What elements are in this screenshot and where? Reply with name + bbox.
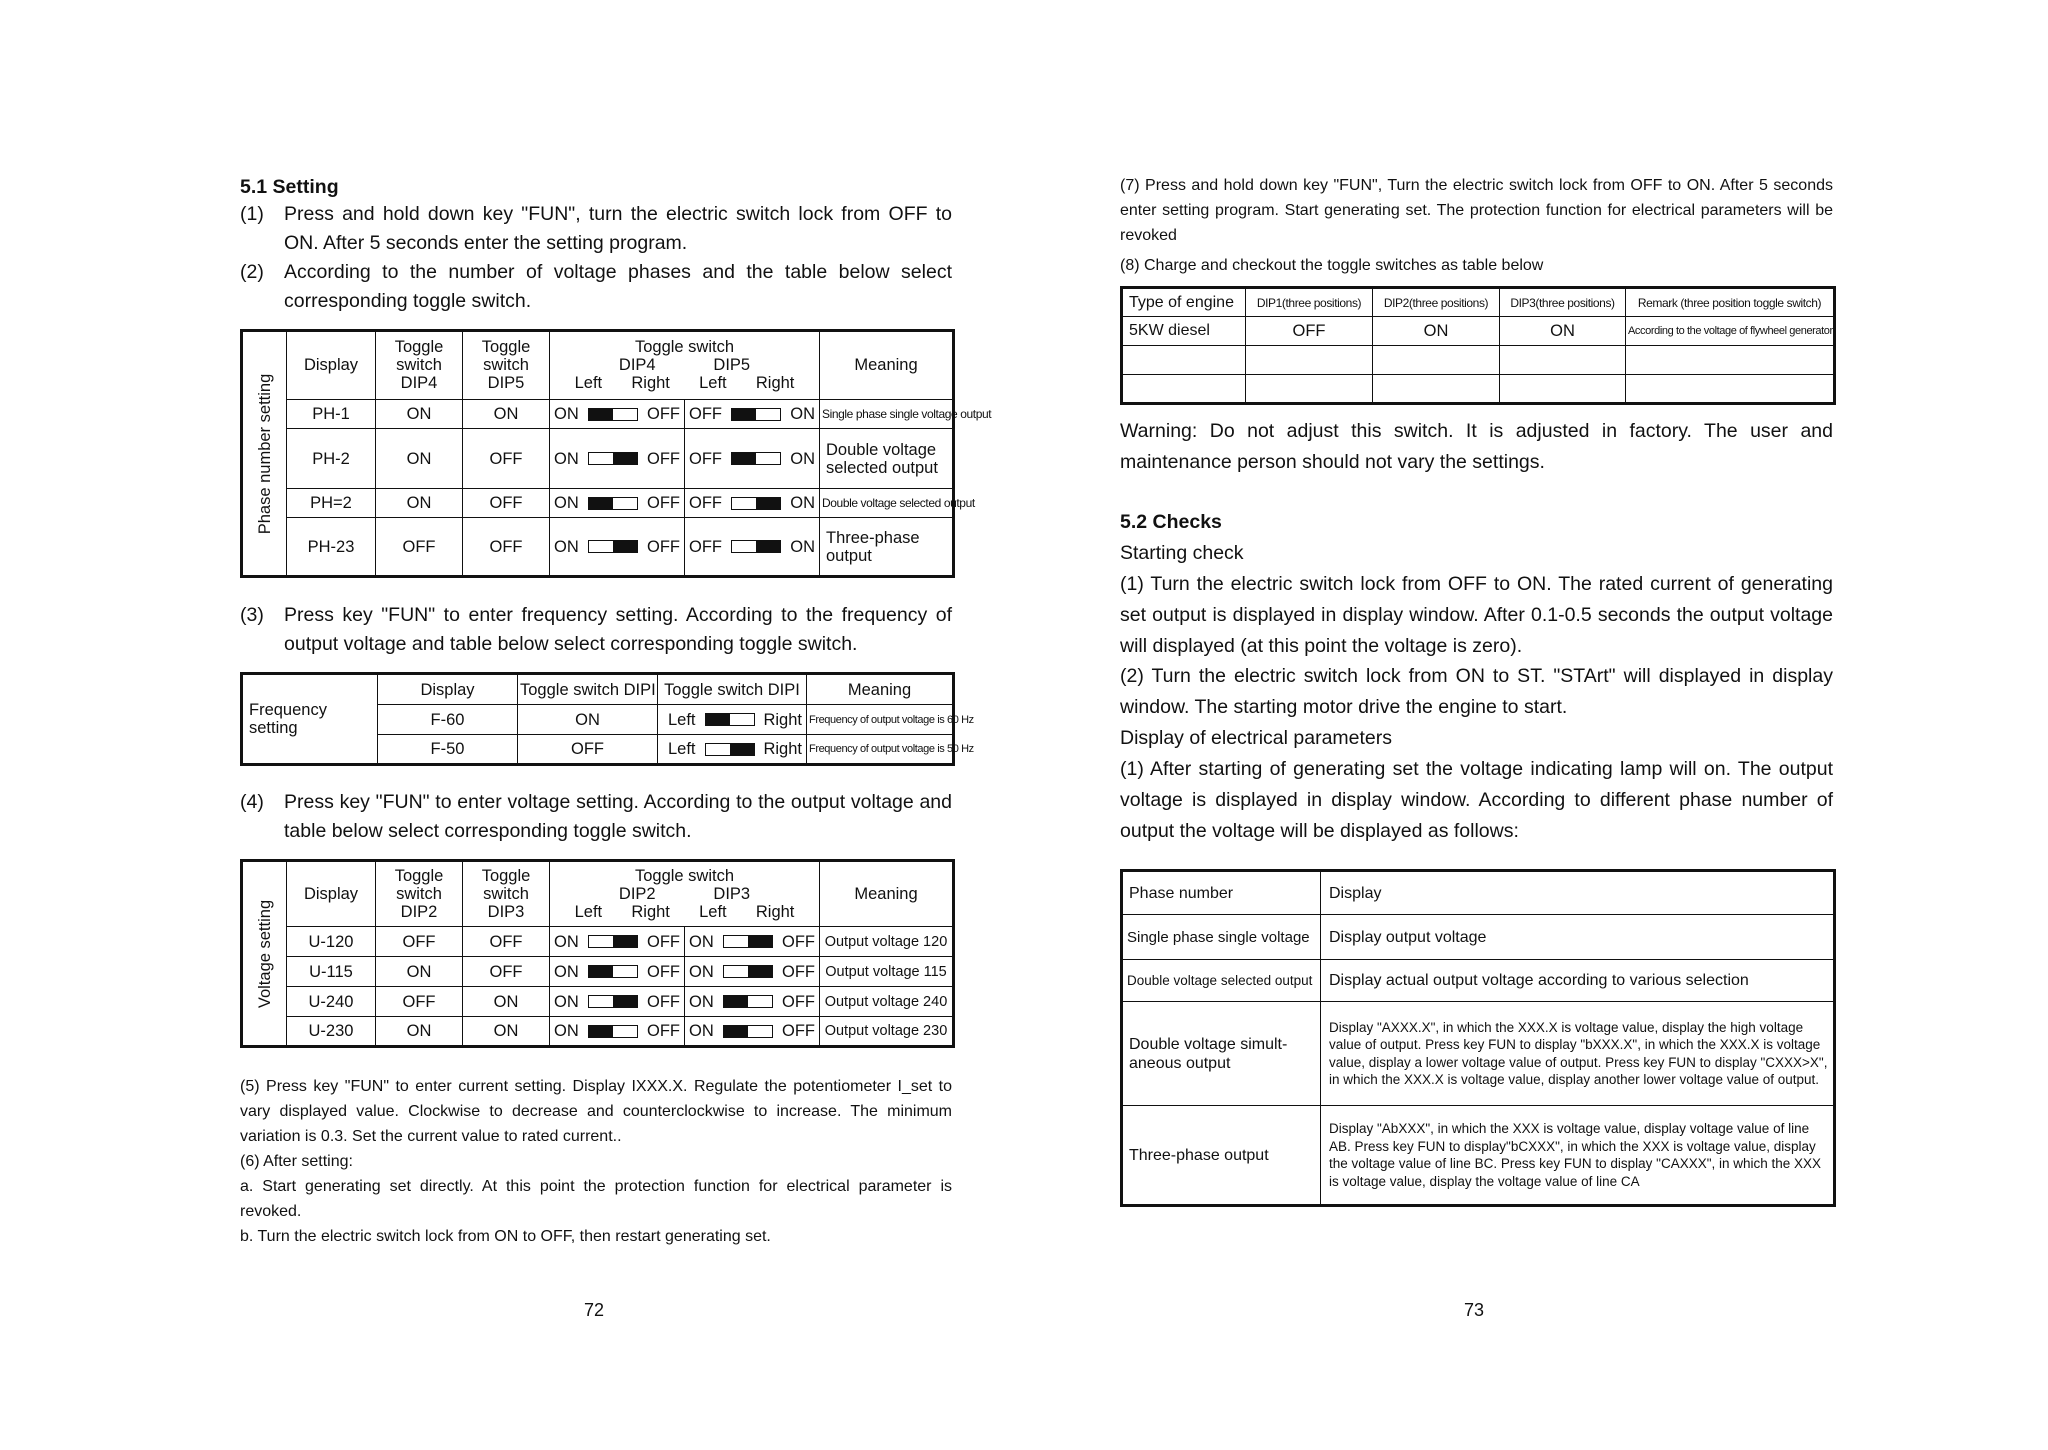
cell-switch bbox=[658, 705, 807, 735]
cell-display: PH-2 bbox=[287, 429, 376, 489]
cell-dip4: ON bbox=[376, 488, 463, 517]
frequency-table bbox=[240, 672, 974, 766]
toggle-switch-icon bbox=[588, 497, 638, 510]
cell-value: OFF bbox=[518, 735, 658, 765]
right-page bbox=[1024, 0, 2048, 1450]
cell-meaning: Three-phase output bbox=[820, 518, 954, 577]
on-label: ON bbox=[689, 1022, 714, 1040]
header-right: Right bbox=[631, 374, 670, 393]
on-label: ON bbox=[554, 449, 579, 468]
phase-number-table bbox=[240, 329, 992, 578]
table-row bbox=[1122, 317, 1835, 346]
cell-switch-dip2 bbox=[550, 927, 685, 957]
list-item-1 bbox=[240, 200, 952, 258]
cell-display: U-115 bbox=[287, 957, 376, 987]
header-sub-dip2: DIP2 bbox=[618, 885, 656, 903]
on-label: ON bbox=[689, 992, 714, 1011]
cell-dip4: OFF bbox=[376, 518, 463, 577]
voltage-side-label: Voltage setting bbox=[255, 899, 274, 1008]
header-sub-dip3: DIP3 bbox=[713, 885, 751, 903]
cell-meaning: Output voltage 230 bbox=[820, 1017, 954, 1047]
list-item-2 bbox=[240, 258, 952, 316]
header-display: Display bbox=[287, 331, 376, 400]
item-number: (3) bbox=[240, 604, 264, 626]
on-label: ON bbox=[554, 537, 579, 556]
off-label: OFF bbox=[647, 992, 680, 1011]
header-meaning: Meaning bbox=[807, 674, 954, 705]
on-label: ON bbox=[790, 537, 815, 556]
cell-display: PH-23 bbox=[287, 518, 376, 577]
cell-meaning: Output voltage 120 bbox=[820, 927, 954, 957]
item-number: (2) bbox=[240, 261, 264, 283]
paragraph-6a: a. Start generating set directly. At this point the protection function for electrical parameter is revoked. bbox=[240, 1178, 952, 1220]
cell-switch-dip3 bbox=[685, 957, 820, 987]
cell-value: ON bbox=[518, 705, 658, 735]
left-label: Left bbox=[668, 710, 696, 729]
item-text: According to the number of voltage phases and the table below select corresponding toggle switch. bbox=[284, 261, 952, 312]
voltage-display-table bbox=[1120, 869, 1836, 1207]
table-row bbox=[242, 957, 954, 987]
toggle-switch-icon bbox=[731, 408, 781, 421]
cell-meaning: Double voltage selected output bbox=[820, 488, 954, 517]
off-label: OFF bbox=[689, 449, 722, 468]
cell-switch-dip4 bbox=[550, 399, 685, 428]
table-row bbox=[242, 488, 954, 517]
toggle-switch-icon bbox=[705, 743, 755, 756]
page-number: 73 bbox=[1464, 1300, 1485, 1320]
cell-dip4: ON bbox=[376, 399, 463, 428]
right-label: Right bbox=[763, 710, 802, 729]
item-text: Press key "FUN" to enter voltage setting. According to the output voltage and table below select corresponding toggle switch. bbox=[284, 791, 952, 842]
table-row bbox=[1122, 915, 1835, 960]
cell-phase: Single phase single voltage bbox=[1122, 915, 1321, 960]
header-dip4: Toggle switch DIP4 bbox=[376, 331, 463, 400]
cell-dip3: OFF bbox=[463, 927, 550, 957]
header-dip1-switch: Toggle switch DIPI bbox=[658, 674, 807, 705]
off-label: OFF bbox=[647, 932, 680, 951]
cell-meaning: Double voltage selected output bbox=[820, 429, 954, 489]
toggle-switch-icon bbox=[731, 497, 781, 510]
cell-dip5: OFF bbox=[463, 429, 550, 489]
paragraph-8: (8) Charge and checkout the toggle switches as table below bbox=[1120, 257, 1544, 274]
off-label: OFF bbox=[647, 494, 680, 513]
frequency-setting-label: Frequency setting bbox=[242, 674, 378, 765]
cell-display: U-240 bbox=[287, 987, 376, 1017]
toggle-switch-icon bbox=[588, 1025, 638, 1038]
cell-dip2: ON bbox=[376, 1017, 463, 1047]
toggle-switch-icon bbox=[588, 995, 638, 1008]
header-right: Right bbox=[755, 374, 795, 393]
header-dip1: Toggle switch DIPI bbox=[518, 674, 658, 705]
toggle-switch-icon bbox=[588, 408, 638, 421]
toggle-switch-icon bbox=[588, 540, 638, 553]
on-label: ON bbox=[554, 494, 579, 513]
toggle-switch-icon bbox=[723, 995, 773, 1008]
toggle-switch-icon bbox=[588, 452, 638, 465]
header-left: Left bbox=[574, 903, 603, 921]
table-row bbox=[1122, 1002, 1835, 1106]
cell-dip3: ON bbox=[463, 987, 550, 1017]
voltage-table bbox=[240, 859, 955, 1048]
check-2: (2) Turn the electric switch lock from ON to ST. "STArt" will displayed in display window. The starting motor drive the engine to start. bbox=[1120, 665, 1833, 718]
section-title-checks: 5.2 Checks bbox=[1120, 511, 1222, 533]
item-number: (4) bbox=[240, 791, 264, 813]
toggle-switch-icon bbox=[588, 935, 638, 948]
header-engine-type: Type of engine bbox=[1122, 288, 1246, 317]
cell-dip2: OFF bbox=[376, 927, 463, 957]
header-dip3: DIP3(three positions) bbox=[1500, 288, 1626, 317]
header-left: Left bbox=[574, 374, 603, 393]
cell-switch-dip4 bbox=[550, 429, 685, 489]
header-right: Right bbox=[755, 903, 795, 921]
cell-switch-dip5 bbox=[685, 429, 820, 489]
cell-switch-dip3 bbox=[685, 927, 820, 957]
left-label: Left bbox=[668, 740, 696, 758]
on-label: ON bbox=[554, 1022, 579, 1040]
toggle-switch-icon bbox=[723, 1025, 773, 1038]
cell-engine-type: 5KW diesel bbox=[1122, 317, 1246, 346]
toggle-switch-icon bbox=[723, 935, 773, 948]
header-dip2: DIP2(three positions) bbox=[1373, 288, 1500, 317]
table-row-empty bbox=[1122, 346, 1835, 375]
table-row-empty bbox=[1122, 375, 1835, 404]
header-display: Display bbox=[1321, 871, 1835, 915]
cell-switch-dip4 bbox=[550, 488, 685, 517]
off-label: OFF bbox=[782, 992, 815, 1011]
cell-switch-dip5 bbox=[685, 399, 820, 428]
cell-dip2: ON bbox=[1373, 317, 1500, 346]
cell-display: F-60 bbox=[378, 705, 518, 735]
header-dip5: Toggle switch DIP5 bbox=[463, 331, 550, 400]
on-label: ON bbox=[790, 405, 815, 423]
toggle-switch-icon bbox=[723, 965, 773, 978]
off-label: OFF bbox=[647, 449, 680, 468]
header-display: Display bbox=[287, 861, 376, 927]
voltage-side-label-cell bbox=[242, 861, 287, 1047]
off-label: OFF bbox=[689, 537, 722, 556]
cell-switch-dip3 bbox=[685, 987, 820, 1017]
cell-dip5: ON bbox=[463, 399, 550, 428]
header-right: Right bbox=[631, 903, 670, 921]
header-sub-dip5: DIP5 bbox=[713, 356, 751, 375]
cell-meaning: Output voltage 115 bbox=[820, 957, 954, 987]
toggle-switch-icon bbox=[731, 452, 781, 465]
header-left: Left bbox=[699, 903, 727, 921]
item-text: Press and hold down key "FUN", turn the electric switch lock from OFF to ON. After 5 seconds enter the setting program. bbox=[284, 203, 952, 254]
toggle-switch-icon bbox=[588, 965, 638, 978]
off-label: OFF bbox=[782, 1022, 815, 1040]
cell-phase: Three-phase output bbox=[1122, 1106, 1321, 1206]
page-number: 72 bbox=[584, 1300, 605, 1320]
table-row bbox=[1122, 1106, 1835, 1206]
off-label: OFF bbox=[647, 537, 680, 556]
list-item-4 bbox=[240, 788, 952, 846]
cell-dip5: OFF bbox=[463, 488, 550, 517]
cell-dip1: OFF bbox=[1246, 317, 1373, 346]
warning-text: Warning: Do not adjust this switch. It is adjusted in factory. The user and maintenance person should not vary the settings. bbox=[1120, 420, 1833, 473]
on-label: ON bbox=[554, 962, 579, 981]
header-left: Left bbox=[699, 374, 727, 393]
off-label: OFF bbox=[647, 405, 680, 423]
cell-dip4: ON bbox=[376, 429, 463, 489]
header-meaning: Meaning bbox=[820, 861, 954, 927]
toggle-switch-icon bbox=[705, 713, 755, 726]
paragraph-7: (7) Press and hold down key "FUN", Turn the electric switch lock from OFF to ON. After 5 seconds enter setting program. Start generating set. The protection function for electrical parameters will be revoked bbox=[1120, 177, 1833, 244]
header-meaning: Meaning bbox=[820, 331, 954, 400]
header-display: Display bbox=[378, 674, 518, 705]
header-toggle-switch bbox=[550, 331, 820, 400]
cell-display: U-120 bbox=[287, 927, 376, 957]
cell-switch bbox=[658, 735, 807, 765]
on-label: ON bbox=[554, 932, 579, 951]
phase-side-label-cell bbox=[242, 331, 287, 577]
item-number: (1) bbox=[240, 203, 264, 225]
engine-dip-table bbox=[1120, 286, 1836, 405]
table-row bbox=[242, 927, 954, 957]
on-label: ON bbox=[689, 932, 714, 951]
table-row bbox=[242, 518, 954, 577]
table-row bbox=[1122, 960, 1835, 1002]
header-dip1: DIP1(three positions) bbox=[1246, 288, 1373, 317]
cell-switch-dip5 bbox=[685, 518, 820, 577]
cell-display: Display output voltage bbox=[1321, 915, 1835, 960]
cell-phase: Double voltage selected output bbox=[1122, 960, 1321, 1002]
cell-dip2: OFF bbox=[376, 987, 463, 1017]
cell-dip5: OFF bbox=[463, 518, 550, 577]
item-text: Press key "FUN" to enter frequency setting. According to the frequency of output voltage and table below select corresponding toggle switch. bbox=[284, 604, 952, 655]
cell-switch-dip2 bbox=[550, 1017, 685, 1047]
list-item-3 bbox=[240, 601, 952, 659]
on-label: ON bbox=[790, 494, 815, 513]
header-sub-dip4: DIP4 bbox=[618, 356, 656, 375]
cell-remark: According to the voltage of flywheel generator bbox=[1626, 317, 1835, 346]
table-row bbox=[242, 399, 954, 428]
cell-switch-dip4 bbox=[550, 518, 685, 577]
paragraph-6b: b. Turn the electric switch lock from ON to OFF, then restart generating set. bbox=[240, 1228, 771, 1245]
header-dip3: Toggle switch DIP3 bbox=[463, 861, 550, 927]
table-row bbox=[242, 1017, 954, 1047]
header-toggle-title: Toggle switch bbox=[634, 338, 735, 357]
off-label: OFF bbox=[689, 494, 722, 513]
cell-display: F-50 bbox=[378, 735, 518, 765]
off-label: OFF bbox=[689, 405, 722, 423]
starting-check-heading: Starting check bbox=[1120, 542, 1244, 564]
params-1: (1) After starting of generating set the voltage indicating lamp will on. The output voltage is displayed in display window. According to different phase number of output the voltage will be displayed as follows: bbox=[1120, 758, 1833, 842]
paragraph-6: (6) After setting: bbox=[240, 1153, 353, 1170]
display-params-heading: Display of electrical parameters bbox=[1120, 727, 1393, 749]
cell-switch-dip3 bbox=[685, 1017, 820, 1047]
header-dip2: Toggle switch DIP2 bbox=[376, 861, 463, 927]
header-remark: Remark (three position toggle switch) bbox=[1626, 288, 1835, 317]
cell-display: PH=2 bbox=[287, 488, 376, 517]
off-label: OFF bbox=[647, 962, 680, 981]
cell-display: U-230 bbox=[287, 1017, 376, 1047]
table-row bbox=[242, 987, 954, 1017]
cell-switch-dip2 bbox=[550, 987, 685, 1017]
cell-meaning: Single phase single voltage output bbox=[820, 399, 954, 428]
cell-meaning: Frequency of output voltage is 60 Hz bbox=[807, 705, 954, 735]
check-1: (1) Turn the electric switch lock from OFF to ON. The rated current of generating set output is displayed in display window. After 0.1-0.5 seconds the output voltage will displayed (at this point the voltage is zero). bbox=[1120, 573, 1833, 657]
off-label: OFF bbox=[647, 1022, 680, 1040]
cell-dip2: ON bbox=[376, 957, 463, 987]
on-label: ON bbox=[554, 405, 579, 423]
header-toggle-switch bbox=[550, 861, 820, 927]
paragraph-5: (5) Press key "FUN" to enter current setting. Display IXXX.X. Regulate the potentiometer I_set to vary displayed value. Clockwise to decrease and counterclockwise to increase. The minimum variation is 0.3. Set the current value to rated current.. bbox=[240, 1078, 952, 1145]
cell-meaning: Frequency of output voltage is 50 Hz bbox=[807, 735, 954, 765]
cell-display: Display "AXXX.X", in which the XXX.X is voltage value, display the high voltage value of output. Press key FUN to display "bXXX.X", in which the XXX.X is voltage value, display a lower voltage value of output. Press key FUN to display "CXXX>X", in which the XXX.X is voltage value, display another lower voltage value of output. bbox=[1321, 1002, 1835, 1106]
off-label: OFF bbox=[782, 962, 815, 981]
cell-dip3: ON bbox=[463, 1017, 550, 1047]
header-toggle-title: Toggle switch bbox=[634, 867, 735, 885]
on-label: ON bbox=[689, 962, 714, 981]
right-label: Right bbox=[763, 740, 802, 758]
cell-switch-dip5 bbox=[685, 488, 820, 517]
table-row bbox=[242, 429, 954, 489]
cell-phase: Double voltage simult-aneous output bbox=[1122, 1002, 1321, 1106]
header-phase-number: Phase number bbox=[1122, 871, 1321, 915]
cell-display: Display "AbXXX", in which the XXX is voltage value, display voltage value of line AB. Press key FUN to display"bCXXX", in which the XXX is voltage value, display the voltage value of line BC. Press key FUN to display "CAXXX", in which the XXX is voltage value, display the voltage value of line CA bbox=[1321, 1106, 1835, 1206]
on-label: ON bbox=[790, 449, 815, 468]
section-title-setting: 5.1 Setting bbox=[240, 176, 339, 198]
off-label: OFF bbox=[782, 932, 815, 951]
cell-dip3: ON bbox=[1500, 317, 1626, 346]
on-label: ON bbox=[554, 992, 579, 1011]
cell-display: Display actual output voltage according to various selection bbox=[1321, 960, 1835, 1002]
toggle-switch-icon bbox=[731, 540, 781, 553]
cell-display: PH-1 bbox=[287, 399, 376, 428]
cell-meaning: Output voltage 240 bbox=[820, 987, 954, 1017]
cell-switch-dip2 bbox=[550, 957, 685, 987]
phase-side-label: Phase number setting bbox=[255, 373, 274, 534]
cell-dip3: OFF bbox=[463, 957, 550, 987]
